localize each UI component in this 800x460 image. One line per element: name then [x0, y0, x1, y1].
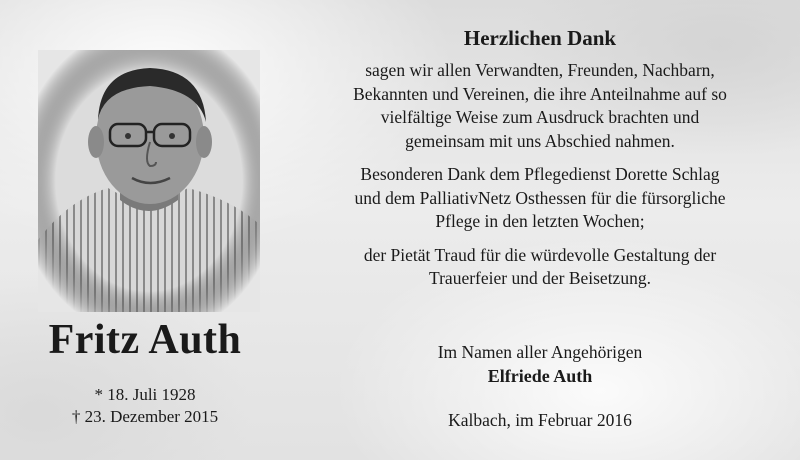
death-date: † 23. Dezember 2015 [71, 407, 219, 426]
text-line: Trauerfeier und der Beisetzung. [429, 268, 651, 288]
thanks-text [290, 26, 790, 301]
signature-name: Elfriede Auth [487, 366, 593, 386]
text-line: vielfältige Weise zum Ausdruck brachten und [380, 107, 700, 127]
text-line: Pflege in den letzten Wochen; [435, 211, 645, 231]
notice-title: Herzlichen Dank [463, 26, 617, 50]
paragraph-care [290, 163, 790, 234]
portrait-image [38, 50, 260, 312]
text-line: sagen wir allen Verwandten, Freunden, Nachbarn, [365, 60, 715, 80]
text-line: und dem PalliativNetz Osthessen für die fürsorgliche [354, 187, 726, 208]
paragraph-funeral [290, 244, 790, 291]
text-line: der Pietät Traud für die würdevolle Gestaltung der [363, 244, 717, 265]
life-dates [0, 384, 290, 428]
portrait-photo [38, 50, 260, 312]
signature-line: Im Namen aller Angehörigen [437, 342, 643, 362]
text-line: gemeinsam mit uns Abschied nahmen. [405, 130, 675, 151]
birth-date: * 18. Juli 1928 [94, 385, 196, 404]
text-line: Bekannten und Vereinen, die ihre Anteilnahme auf so [353, 83, 727, 104]
text-line: Besonderen Dank dem Pflegedienst Dorette Schlag [360, 164, 720, 184]
signature-block [290, 340, 790, 388]
place-date: Kalbach, im Februar 2016 [448, 410, 632, 430]
deceased-name: Fritz Auth [48, 317, 242, 363]
paragraph-thanks [290, 59, 790, 153]
